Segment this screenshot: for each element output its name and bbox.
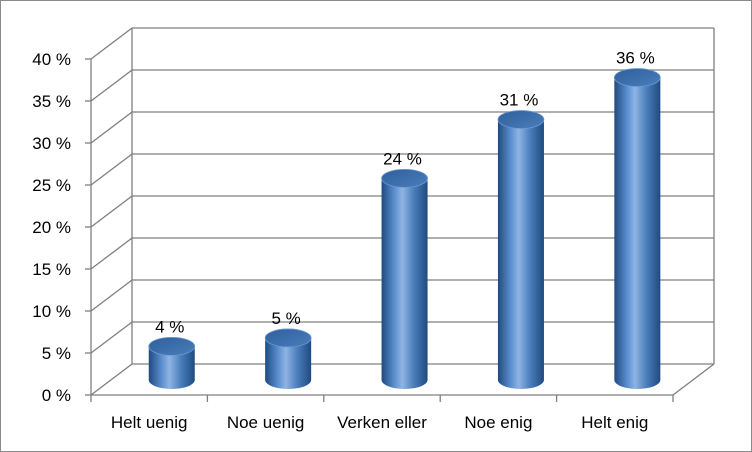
data-label: 24 % [383, 149, 422, 169]
x-tick-label: Noe enig [464, 413, 533, 432]
bar [265, 329, 311, 389]
y-tick-label: 5 % [41, 344, 71, 363]
bar [382, 169, 428, 389]
bar-top [265, 329, 311, 347]
gridline-side [91, 364, 132, 395]
gridline-side [91, 322, 132, 353]
gridline-side [91, 280, 132, 311]
y-tick-label: 15 % [32, 260, 71, 279]
x-tick-label: Verken eller [337, 413, 427, 432]
x-tick-label: Helt enig [581, 413, 649, 432]
gridline-side [91, 28, 132, 59]
bar-layer [149, 69, 661, 389]
gridline-side [91, 238, 132, 269]
y-tick-label: 35 % [32, 92, 71, 111]
bar [614, 69, 660, 389]
gridline-side [91, 196, 132, 227]
y-tick-label: 0 % [41, 386, 71, 405]
bar-top [498, 111, 544, 129]
bar [498, 111, 544, 389]
floor-right-edge [673, 364, 714, 395]
gridline-side [91, 70, 132, 101]
gridline-side [91, 112, 132, 143]
data-label: 36 % [615, 48, 655, 68]
bar-body [382, 178, 428, 389]
bar [149, 337, 195, 389]
x-tick-label: Noe uenig [226, 413, 305, 432]
x-tick-label: Helt uenig [110, 413, 188, 432]
y-tick-label: 10 % [32, 302, 71, 321]
y-tick-label: 30 % [32, 134, 71, 153]
data-label: 31 % [499, 90, 539, 110]
bar-chart [1, 1, 751, 451]
y-tick-label: 25 % [32, 176, 71, 195]
category-label-layer [111, 413, 648, 432]
gridline-side [91, 154, 132, 185]
bar-top [614, 69, 660, 87]
data-label: 5 % [271, 308, 301, 328]
axis-label-layer [32, 50, 71, 405]
data-label: 4 % [155, 317, 185, 337]
bar-body [498, 120, 544, 389]
bar-top [382, 169, 428, 187]
bar-body [614, 78, 660, 389]
bar-top [149, 337, 195, 355]
y-tick-label: 20 % [32, 218, 71, 237]
y-tick-label: 40 % [32, 50, 71, 69]
